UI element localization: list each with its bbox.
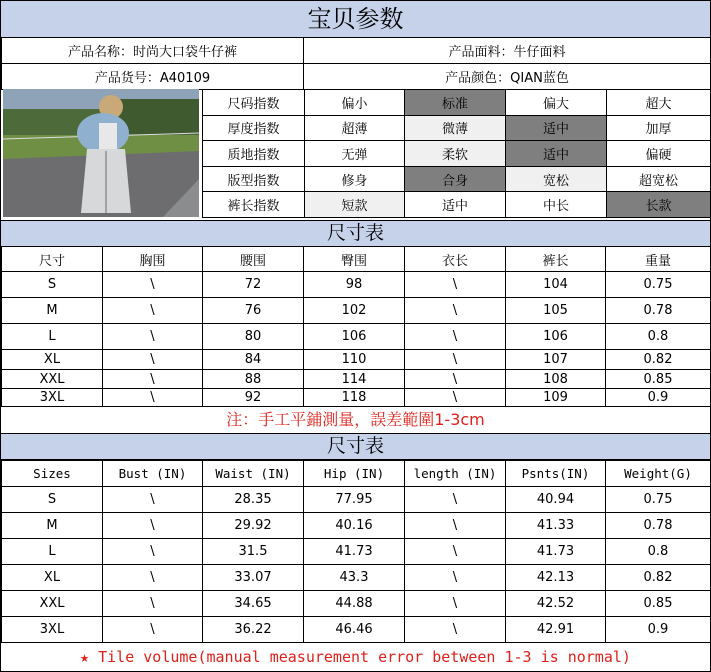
index-option-selected: 适中 — [506, 115, 607, 141]
index-option-selected: 标准 — [405, 90, 506, 116]
table-cell: 33.07 — [203, 565, 304, 591]
table-cell: 0.85 — [606, 370, 711, 389]
column-header: Bust (IN) — [103, 461, 203, 487]
product-color: 产品颜色：QIAN蓝色 — [304, 64, 711, 90]
table-cell: 0.85 — [606, 591, 711, 617]
index-option: 超大 — [607, 90, 711, 116]
table-row — [2, 298, 711, 324]
table-cell: \ — [103, 617, 203, 643]
table-cell: 36.22 — [203, 617, 304, 643]
table-cell: \ — [103, 389, 203, 407]
index-option: 超宽松 — [607, 166, 711, 192]
table-cell: 42.91 — [506, 617, 606, 643]
table-cell: \ — [103, 272, 203, 298]
table-cell: XXL — [2, 370, 103, 389]
table-row — [2, 565, 711, 591]
table-cell: 72 — [203, 272, 304, 298]
table-cell: XXL — [2, 591, 103, 617]
column-header: 重量 — [606, 247, 711, 272]
table-cell: \ — [103, 539, 203, 565]
index-option: 偏硬 — [607, 141, 711, 167]
table-cell: L — [2, 539, 103, 565]
table-cell: 76 — [203, 298, 304, 324]
product-code: 产品货号：A40109 — [2, 64, 304, 90]
table-cell: 28.35 — [203, 487, 304, 513]
index-option: 短款 — [305, 192, 405, 218]
index-option: 适中 — [405, 192, 506, 218]
table-cell: 44.88 — [304, 591, 405, 617]
table-cell: M — [2, 513, 103, 539]
index-option-selected: 适中 — [506, 141, 607, 167]
column-header: 衣长 — [405, 247, 506, 272]
table-cell: 84 — [203, 350, 304, 370]
table-cell: 0.9 — [606, 389, 711, 407]
index-option: 偏大 — [506, 90, 607, 116]
index-label: 厚度指数 — [203, 115, 305, 141]
size-table-en — [1, 460, 711, 643]
table-row — [2, 272, 711, 298]
table-cell: \ — [103, 513, 203, 539]
column-header: 胸围 — [103, 247, 203, 272]
index-row — [203, 166, 711, 192]
table-cell: \ — [405, 513, 506, 539]
column-header: 腰围 — [203, 247, 304, 272]
table-cell: 41.73 — [506, 539, 606, 565]
table-cell: 106 — [304, 324, 405, 350]
table-cell: 102 — [304, 298, 405, 324]
table-cell: 0.82 — [606, 565, 711, 591]
table-row — [2, 389, 711, 407]
index-option: 无弹 — [305, 141, 405, 167]
product-name: 产品名称：时尚大口袋牛仔裤 — [2, 38, 304, 64]
table-cell: 114 — [304, 370, 405, 389]
table-cell: 3XL — [2, 389, 103, 407]
table-cell: 40.94 — [506, 487, 606, 513]
index-option: 修身 — [305, 166, 405, 192]
column-header: 裤长 — [506, 247, 606, 272]
index-row — [203, 192, 711, 218]
table-cell: S — [2, 487, 103, 513]
index-option: 加厚 — [607, 115, 711, 141]
index-label: 质地指数 — [203, 141, 305, 167]
index-option: 中长 — [506, 192, 607, 218]
product-fabric: 产品面料：牛仔面料 — [304, 38, 711, 64]
table-cell: \ — [103, 565, 203, 591]
column-header: length (IN) — [405, 461, 506, 487]
note-en-text: Tile volume(manual measurement error between 1-3 is normal) — [98, 648, 631, 666]
table-cell: 106 — [506, 324, 606, 350]
size-table-cn-title: 尺寸表 — [1, 220, 710, 247]
table-cell: \ — [405, 389, 506, 407]
table-cell: 0.78 — [606, 298, 711, 324]
indices-table — [202, 89, 711, 218]
table-cell: 41.33 — [506, 513, 606, 539]
table-cell: \ — [405, 487, 506, 513]
page-title: 宝贝参数 — [1, 1, 710, 38]
column-header: 臀围 — [304, 247, 405, 272]
table-cell: L — [2, 324, 103, 350]
table-cell: 46.46 — [304, 617, 405, 643]
table-cell: 0.8 — [606, 539, 711, 565]
table-row — [2, 617, 711, 643]
index-option: 柔软 — [405, 141, 506, 167]
table-cell: 43.3 — [304, 565, 405, 591]
table-cell: XL — [2, 350, 103, 370]
star-icon: ★ — [80, 648, 90, 666]
table-cell: 31.5 — [203, 539, 304, 565]
table-row — [2, 370, 711, 389]
index-label: 尺码指数 — [203, 90, 305, 116]
product-info-table — [1, 37, 711, 90]
column-header: Sizes — [2, 461, 103, 487]
table-row — [2, 539, 711, 565]
table-cell: 0.82 — [606, 350, 711, 370]
table-cell: M — [2, 298, 103, 324]
table-cell: 118 — [304, 389, 405, 407]
table-cell: 108 — [506, 370, 606, 389]
table-cell: \ — [103, 487, 203, 513]
index-option: 偏小 — [305, 90, 405, 116]
size-table-en-title: 尺寸表 — [1, 434, 710, 460]
table-cell: 105 — [506, 298, 606, 324]
index-row — [203, 141, 711, 167]
table-cell: 42.13 — [506, 565, 606, 591]
table-cell: 88 — [203, 370, 304, 389]
table-cell: \ — [103, 350, 203, 370]
index-row — [203, 90, 711, 116]
measurement-note-cn: 注：手工平鋪測量，誤差範圍1-3cm — [1, 406, 710, 434]
table-row — [2, 487, 711, 513]
table-cell: 0.75 — [606, 487, 711, 513]
table-cell: 29.92 — [203, 513, 304, 539]
index-label: 版型指数 — [203, 166, 305, 192]
index-option: 微薄 — [405, 115, 506, 141]
index-option-selected: 长款 — [607, 192, 711, 218]
table-row — [2, 324, 711, 350]
table-cell: 0.9 — [606, 617, 711, 643]
table-cell: \ — [405, 591, 506, 617]
table-cell: 109 — [506, 389, 606, 407]
table-cell: \ — [405, 370, 506, 389]
table-cell: 104 — [506, 272, 606, 298]
table-cell: 0.8 — [606, 324, 711, 350]
table-cell: 92 — [203, 389, 304, 407]
index-row — [203, 115, 711, 141]
table-cell: 41.73 — [304, 539, 405, 565]
measurement-note-en — [1, 644, 710, 671]
table-cell: 3XL — [2, 617, 103, 643]
table-cell: \ — [405, 272, 506, 298]
table-cell: \ — [103, 324, 203, 350]
table-cell: 34.65 — [203, 591, 304, 617]
table-cell: \ — [405, 539, 506, 565]
table-cell: 40.16 — [304, 513, 405, 539]
table-row — [2, 591, 711, 617]
column-header: Psnts(IN) — [506, 461, 606, 487]
column-header: 尺寸 — [2, 247, 103, 272]
table-cell: XL — [2, 565, 103, 591]
table-cell: \ — [405, 617, 506, 643]
table-row — [2, 350, 711, 370]
table-header-row — [2, 461, 711, 487]
size-table-cn — [1, 246, 711, 407]
table-cell: \ — [405, 324, 506, 350]
table-cell: \ — [103, 370, 203, 389]
index-option-selected: 合身 — [405, 166, 506, 192]
table-cell: \ — [405, 298, 506, 324]
table-cell: 110 — [304, 350, 405, 370]
table-cell: 42.52 — [506, 591, 606, 617]
table-header-row — [2, 247, 711, 272]
product-photo — [3, 89, 199, 217]
table-cell: \ — [103, 591, 203, 617]
table-cell: \ — [405, 565, 506, 591]
table-cell: \ — [405, 350, 506, 370]
table-cell: 98 — [304, 272, 405, 298]
table-cell: 77.95 — [304, 487, 405, 513]
column-header: Hip (IN) — [304, 461, 405, 487]
table-cell: S — [2, 272, 103, 298]
index-option: 超薄 — [305, 115, 405, 141]
table-cell: 107 — [506, 350, 606, 370]
table-cell: \ — [103, 298, 203, 324]
table-cell: 80 — [203, 324, 304, 350]
column-header: Weight(G) — [606, 461, 711, 487]
index-option: 宽松 — [506, 166, 607, 192]
index-label: 裤长指数 — [203, 192, 305, 218]
column-header: Waist (IN) — [203, 461, 304, 487]
table-cell: 0.78 — [606, 513, 711, 539]
table-cell: 0.75 — [606, 272, 711, 298]
table-row — [2, 513, 711, 539]
